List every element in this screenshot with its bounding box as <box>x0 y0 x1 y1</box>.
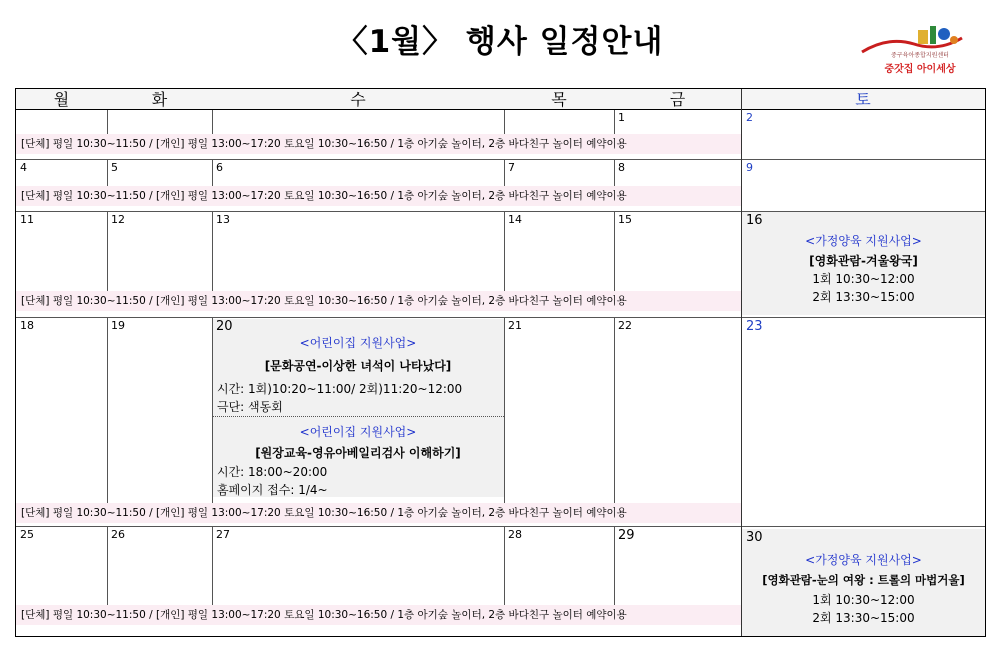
day-number: 4 <box>20 161 27 174</box>
col-divider <box>614 211 615 291</box>
day-number: 30 <box>746 530 763 545</box>
event-session: 1회 10:30~12:00 <box>812 272 915 286</box>
event-category: <가정양육 지원사업> <box>805 234 922 248</box>
col-divider <box>504 110 505 134</box>
day-number: 12 <box>111 213 125 226</box>
col-divider <box>212 526 213 605</box>
logo-name: 중갓집 아이세상 <box>884 64 956 75</box>
row-divider <box>16 211 985 212</box>
day-number: 25 <box>20 528 34 541</box>
col-divider <box>614 526 615 605</box>
weekday-thu: 목 <box>504 89 614 110</box>
event-title: [영화관람-눈의 여왕 : 트롤의 마법거울] <box>762 573 965 587</box>
event-divider <box>212 416 504 417</box>
header-divider <box>16 109 985 110</box>
day-number: 16 <box>746 213 763 228</box>
col-divider <box>504 211 505 291</box>
day-number: 29 <box>618 528 635 543</box>
day-number: 14 <box>508 213 522 226</box>
event-time: 시간: 18:00~20:00 <box>217 465 328 479</box>
day-number: 22 <box>618 319 632 332</box>
day-number: 20 <box>216 319 233 334</box>
col-divider <box>107 159 108 186</box>
day-number: 26 <box>111 528 125 541</box>
row-divider <box>16 317 985 318</box>
col-divider <box>212 211 213 291</box>
day-number: 9 <box>746 161 753 174</box>
col-divider <box>614 110 615 134</box>
day-number: 5 <box>111 161 118 174</box>
col-divider <box>107 211 108 291</box>
day-number: 6 <box>216 161 223 174</box>
event-detail: 극단: 색동회 <box>217 400 283 414</box>
col-divider <box>107 526 108 605</box>
col-divider <box>614 317 615 503</box>
col-divider <box>212 159 213 186</box>
event-category: <어린이집 지원사업> <box>299 336 417 350</box>
reservation-band-week1: [단체] 평일 10:30~11:50 / [개인] 평일 13:00~17:20 토요일 10:30~16:50 / 1층 아기숲 놀이터, 2층 바다친구 놀이터 예약이용 <box>16 134 741 154</box>
weekday-sat: 토 <box>741 89 985 110</box>
logo-small-text: 중구육아종합지원센터 <box>891 52 949 59</box>
day-number: 18 <box>20 319 34 332</box>
day-number: 1 <box>618 111 625 124</box>
col-divider <box>504 317 505 503</box>
event-title: [영화관람-겨울왕국] <box>809 254 918 268</box>
day-number: 21 <box>508 319 522 332</box>
page-title: 〈1월〉 행사 일정안내 <box>336 24 664 60</box>
event-category: <가정양육 지원사업> <box>805 553 922 567</box>
event-title: [원장교육-영유아베일리검사 이해하기] <box>255 446 461 460</box>
col-divider <box>107 317 108 503</box>
reservation-band-week4: [단체] 평일 10:30~11:50 / [개인] 평일 13:00~17:20 토요일 10:30~16:50 / 1층 아기숲 놀이터, 2층 바다친구 놀이터 예약이용 <box>16 503 741 523</box>
day-number: 19 <box>111 319 125 332</box>
day-number: 23 <box>746 319 763 334</box>
event-session: 2회 13:30~15:00 <box>812 290 915 304</box>
reservation-band-week2: [단체] 평일 10:30~11:50 / [개인] 평일 13:00~17:20 토요일 10:30~16:50 / 1층 아기숲 놀이터, 2층 바다친구 놀이터 예약이용 <box>16 186 741 206</box>
weekday-mon: 월 <box>16 89 107 110</box>
weekday-fri: 금 <box>614 89 741 110</box>
day-number: 2 <box>746 111 753 124</box>
reservation-band-week5: [단체] 평일 10:30~11:50 / [개인] 평일 13:00~17:20 토요일 10:30~16:50 / 1층 아기숲 놀이터, 2층 바다친구 놀이터 예약이용 <box>16 605 741 625</box>
event-title: [문화공연-이상한 녀석이 나타났다] <box>264 359 452 373</box>
weekday-tue: 화 <box>107 89 212 110</box>
day-number: 13 <box>216 213 230 226</box>
weekday-wed: 수 <box>212 89 504 110</box>
day-number: 15 <box>618 213 632 226</box>
event-time: 시간: 1회)10:20~11:00/ 2회)11:20~12:00 <box>217 382 463 396</box>
event-category: <어린이집 지원사업> <box>299 425 417 439</box>
col-divider <box>504 159 505 186</box>
row-divider <box>16 526 985 527</box>
day-number: 7 <box>508 161 515 174</box>
row-divider <box>16 159 985 160</box>
reservation-band-week3: [단체] 평일 10:30~11:50 / [개인] 평일 13:00~17:20 토요일 10:30~16:50 / 1층 아기숲 놀이터, 2층 바다친구 놀이터 예약이용 <box>16 291 741 311</box>
day-number: 8 <box>618 161 625 174</box>
day-number: 28 <box>508 528 522 541</box>
col-divider <box>614 159 615 186</box>
event-session: 1회 10:30~12:00 <box>812 593 915 607</box>
day-number: 27 <box>216 528 230 541</box>
col-divider <box>504 526 505 605</box>
col-divider <box>107 110 108 134</box>
event-detail: 홈페이지 접수: 1/4~ <box>217 483 328 497</box>
col-divider <box>212 110 213 134</box>
day-number: 11 <box>20 213 34 226</box>
calendar-table <box>15 88 986 637</box>
event-session: 2회 13:30~15:00 <box>812 611 915 625</box>
